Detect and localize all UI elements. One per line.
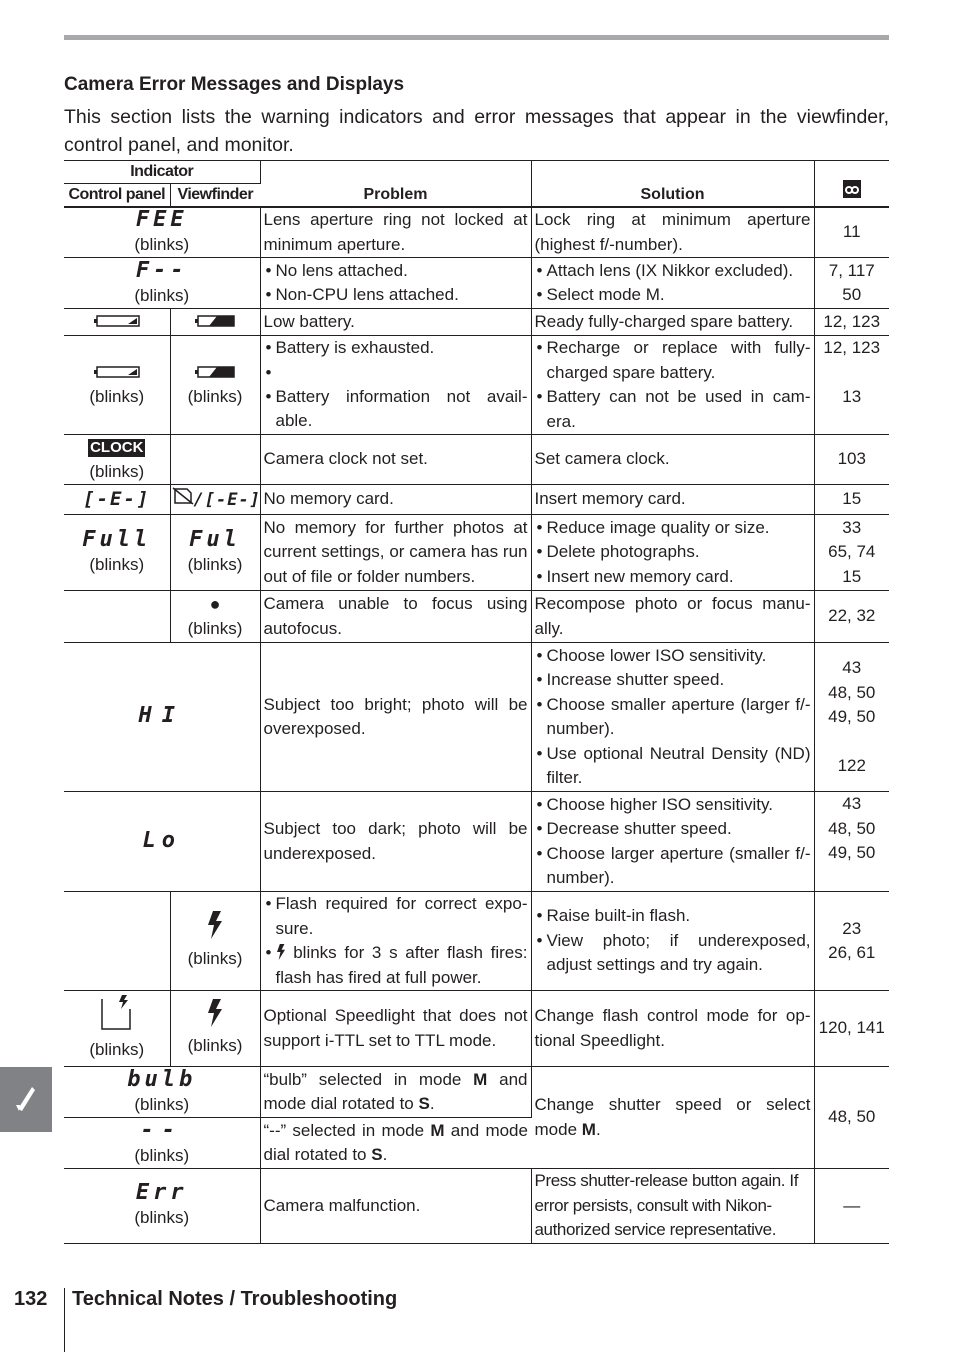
table-row xyxy=(64,991,889,1067)
control-panel-cell xyxy=(64,336,170,435)
blinks-label: (blinks) xyxy=(187,948,243,968)
section-title: Camera Error Messages and Displays xyxy=(64,74,405,95)
flash-mode-icon xyxy=(100,995,134,1031)
lo-display: Lo xyxy=(142,827,181,853)
table-row xyxy=(64,1169,889,1244)
clock-badge: CLOCK xyxy=(90,439,144,456)
table-row xyxy=(64,258,889,309)
blinks-label: (blinks) xyxy=(89,387,145,406)
solution-item: • Battery can not be used in cam-era. xyxy=(535,385,811,434)
problem-cell: Lens aperture ring not locked at minimum aperture. xyxy=(260,207,531,258)
indicator-cell xyxy=(64,1067,260,1118)
dashes-display: -- xyxy=(140,1117,183,1143)
blinks-label: (blinks) xyxy=(187,619,243,638)
chapter-tab xyxy=(0,1067,52,1132)
no-card-display: /[-E-] xyxy=(193,489,261,510)
table-row xyxy=(64,435,889,485)
top-rule xyxy=(64,35,889,40)
reference-cell: 33 65, 74 15 xyxy=(814,515,889,591)
solution-item: • Choose smaller aperture (larger f/-number). xyxy=(535,693,811,742)
solution-item: • Reduce image quality or size. xyxy=(535,516,811,541)
problem-cell: No memory for further photos at current settings, or camera has run out of file or folder numbers. xyxy=(260,515,531,591)
solution-cell: Change shutter speed or select mode M. xyxy=(531,1067,814,1169)
blinks-label: (blinks) xyxy=(89,555,145,574)
hi-display: HI xyxy=(138,703,185,729)
solution-cell: Ready fully-charged spare battery. xyxy=(531,309,814,336)
solution-cell xyxy=(531,515,814,591)
problem-cell xyxy=(260,258,531,309)
battery-low-icon xyxy=(94,315,140,327)
solution-cell: Set camera clock. xyxy=(531,435,814,485)
solution-item: • Choose lower ISO sensitivity. xyxy=(535,644,811,669)
problem-item: • No lens attached. xyxy=(264,259,528,284)
viewfinder-cell xyxy=(170,485,260,515)
problem-cell xyxy=(260,892,531,991)
control-panel-cell xyxy=(64,435,170,485)
full-display: Ful xyxy=(189,526,241,552)
table-row xyxy=(64,485,889,515)
solution-item: • Select mode M. xyxy=(535,283,811,308)
solution-item: • Insert new memory card. xyxy=(535,565,811,590)
solution-item: • Raise built-in flash. xyxy=(535,904,811,929)
control-panel-cell xyxy=(64,591,170,643)
footer-title: Technical Notes / Troubleshooting xyxy=(72,1288,398,1310)
solution-item: • Choose larger aperture (smaller f/-number). xyxy=(535,842,811,891)
reference-cell: 43 48, 50 49, 50 xyxy=(814,792,889,892)
reference-cell: 103 xyxy=(814,435,889,485)
indicator-cell xyxy=(64,643,260,792)
reference-cell: 12, 123 13 xyxy=(814,336,889,435)
reference-cell: 12, 123 xyxy=(814,309,889,336)
problem-cell: “--” selected in mode M and mode dial rotated to S. xyxy=(260,1118,531,1169)
problem-cell xyxy=(260,336,531,435)
reference-cell: 11 xyxy=(814,207,889,258)
flash-icon xyxy=(207,999,223,1027)
solution-item: • Use optional Neutral Density (ND) filter. xyxy=(535,742,811,791)
reference-cell: 23 26, 61 xyxy=(814,892,889,991)
problem-cell: Low battery. xyxy=(260,309,531,336)
indicator-header: Indicator xyxy=(64,161,260,184)
blinks-label: (blinks) xyxy=(134,285,190,305)
intro-text: This section lists the warning indicators and error messages that appear in the viewfinder, control panel, and monitor. xyxy=(64,106,889,156)
viewfinder-header: Viewfinder xyxy=(170,184,260,208)
blinks-label: (blinks) xyxy=(187,387,243,406)
no-card-icon xyxy=(172,487,194,505)
solution-item: • View photo; if underexposed, adjust settings and try again. xyxy=(535,929,811,978)
viewfinder-cell xyxy=(170,991,260,1067)
solution-item: • Increase shutter speed. xyxy=(535,668,811,693)
footer-divider xyxy=(64,1288,65,1352)
battery-low-icon xyxy=(94,366,140,378)
control-panel-cell xyxy=(64,485,170,515)
solution-item: • Recharge or replace with fully-charged spare battery. xyxy=(535,336,811,385)
problem-cell: Subject too dark; photo will be underexposed. xyxy=(260,792,531,892)
table-row xyxy=(64,591,889,643)
flash-icon xyxy=(207,911,223,939)
blinks-label: (blinks) xyxy=(134,1145,190,1165)
solution-cell xyxy=(531,792,814,892)
focus-indicator-icon: ● xyxy=(209,593,221,614)
control-panel-header: Control panel xyxy=(64,184,170,208)
blinks-label: (blinks) xyxy=(187,555,243,574)
solution-item: • Attach lens (IX Nikkor excluded). xyxy=(535,259,811,284)
viewfinder-cell xyxy=(170,591,260,643)
control-panel-cell xyxy=(64,991,170,1067)
indicator-cell xyxy=(64,792,260,892)
battery-low-icon xyxy=(195,315,235,327)
blinks-label: (blinks) xyxy=(89,1040,145,1059)
solution-cell: Lock ring at minimum aperture (highest f/-number). xyxy=(531,207,814,258)
table-row xyxy=(64,1067,889,1118)
error-table xyxy=(64,160,889,1244)
solution-header: Solution xyxy=(531,161,814,208)
no-card-display: [-E-] xyxy=(83,487,151,510)
problem-cell: “bulb” selected in mode M and mode dial rotated to S. xyxy=(260,1067,531,1118)
blinks-label: (blinks) xyxy=(187,1036,243,1055)
page-number: 132 xyxy=(14,1288,48,1310)
problem-cell: Camera malfunction. xyxy=(260,1169,531,1244)
table-row xyxy=(64,515,889,591)
page-reference-icon xyxy=(842,179,862,199)
problem-item: • Non-CPU lens attached. xyxy=(264,283,528,308)
solution-item: • Delete photographs. xyxy=(535,540,811,565)
problem-cell: Camera clock not set. xyxy=(260,435,531,485)
pen-icon xyxy=(14,1083,38,1113)
problem-header: Problem xyxy=(260,161,531,208)
viewfinder-cell xyxy=(170,892,260,991)
reference-cell: 43 48, 50 49, 50 122 xyxy=(814,643,889,792)
solution-cell: Change flash control mode for op-tional Speedlight. xyxy=(531,991,814,1067)
blinks-label: (blinks) xyxy=(134,235,190,254)
solution-cell xyxy=(531,258,814,309)
reference-cell: — xyxy=(814,1169,889,1244)
control-panel-cell xyxy=(64,309,170,336)
solution-cell: Insert memory card. xyxy=(531,485,814,515)
table-row xyxy=(64,892,889,991)
bulb-display: bulb xyxy=(127,1066,197,1092)
viewfinder-cell xyxy=(170,515,260,591)
table-row xyxy=(64,643,889,792)
blinks-label: (blinks) xyxy=(89,461,145,481)
viewfinder-cell xyxy=(170,336,260,435)
flash-icon xyxy=(276,944,286,960)
f-dash-display: F-- xyxy=(135,257,188,283)
table-row xyxy=(64,309,889,336)
reference-cell: 22, 32 xyxy=(814,591,889,643)
reference-header xyxy=(814,161,889,208)
problem-cell: Camera unable to focus using autofocus. xyxy=(260,591,531,643)
solution-cell: Press shutter-release button again. If error persists, consult with Nikon-authorized service representative. xyxy=(531,1169,814,1244)
reference-cell: 48, 50 xyxy=(814,1067,889,1169)
problem-item: • Flash required for correct expo-sure. xyxy=(264,892,528,941)
viewfinder-cell xyxy=(170,309,260,336)
err-display: Err xyxy=(135,1180,188,1206)
solution-cell: Recompose photo or focus manu-ally. xyxy=(531,591,814,643)
blinks-label: (blinks) xyxy=(134,1094,190,1114)
problem-item: • blinks for 3 s after flash fires: flash has fired at full power. xyxy=(264,941,528,990)
control-panel-cell xyxy=(64,515,170,591)
viewfinder-cell xyxy=(170,435,260,485)
problem-cell: No memory card. xyxy=(260,485,531,515)
control-panel-cell xyxy=(64,892,170,991)
problem-cell: Subject too bright; photo will be overexposed. xyxy=(260,643,531,792)
solution-cell xyxy=(531,336,814,435)
table-row xyxy=(64,792,889,892)
reference-cell: 15 xyxy=(814,485,889,515)
full-display: Full xyxy=(82,526,152,552)
solution-item: • Choose higher ISO sensitivity. xyxy=(535,793,811,818)
solution-cell xyxy=(531,892,814,991)
solution-cell xyxy=(531,643,814,792)
problem-item: • Battery is exhausted. xyxy=(264,336,528,361)
table-row xyxy=(64,336,889,435)
solution-item: • Decrease shutter speed. xyxy=(535,817,811,842)
blinks-label: (blinks) xyxy=(134,1208,190,1228)
problem-item: • Battery information not avail-able. xyxy=(264,385,528,434)
fee-display: FEE xyxy=(135,207,188,232)
reference-cell: 120, 141 xyxy=(814,991,889,1067)
battery-low-icon xyxy=(195,366,235,378)
indicator-cell xyxy=(64,1169,260,1244)
problem-cell: Optional Speedlight that does not support i-TTL set to TTL mode. xyxy=(260,991,531,1067)
indicator-cell xyxy=(64,1118,260,1169)
table-row xyxy=(64,207,889,258)
reference-cell: 7, 117 50 xyxy=(814,258,889,309)
